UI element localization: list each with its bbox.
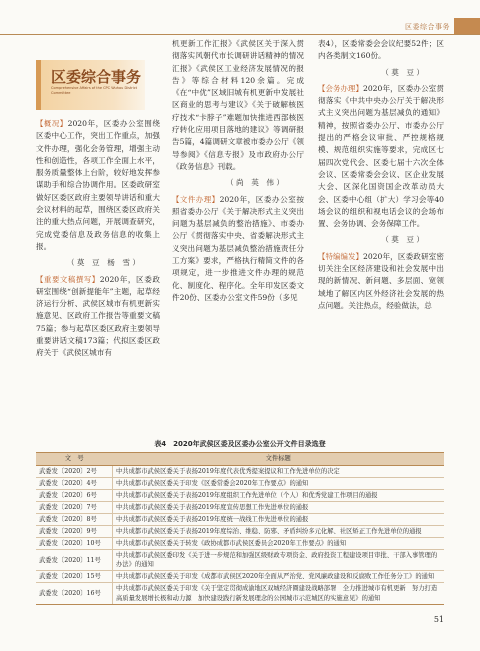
tag-overview: 【概况】 xyxy=(36,119,68,128)
paragraph-documents xyxy=(172,194,304,305)
header-rule xyxy=(0,34,480,35)
running-header: 区委综合事务 xyxy=(405,23,450,31)
doc-title: 中共成都市武侯区委关于印发《关于坚定贯彻成渝地区双城经济圈建设战略部署 全力推进城市有机更新 努力打造高质量发展增长极和动力源 加快建设践行新发展理念的公园城市示范城区的实施意见》的通知 xyxy=(113,583,445,604)
table-row xyxy=(36,478,444,490)
table-row xyxy=(36,490,444,502)
doc-code: 武委发〔2020〕9号 xyxy=(36,526,113,538)
paragraph-continued: 机更新工作汇报》《武侯区关于深入贯彻落实风朝代市长调研讲话精神的情况汇报》《武侯区工业经济发展情况的报告》等综合材料120余篇。完成《在“中优”区域旧城有机更新中发展社区商业的思考与建议》《关于破解核医疗技术“卡脖子”难题加快推进西部核医疗转化应用项目落地的建议》等调研报告5篇，4篇调研文章被市委办公厅《领导参阅》《信息专报》及市政府办公厅《政务信息》刊载。 xyxy=(172,39,304,171)
column-1 xyxy=(36,118,160,360)
doc-code: 武委发〔2020〕6号 xyxy=(36,490,113,502)
table-row xyxy=(36,538,444,550)
doc-code: 武委发〔2020〕4号 xyxy=(36,478,113,490)
byline: （ 莫 豆 ） xyxy=(381,67,424,77)
tag-documents: 【文件办理】 xyxy=(172,194,220,204)
paragraph-text: 2020年，区委办公室围绕区委中心工作，突出工作重点，加强文件办理，强化会务管理，增强主动性和创造性，各项工作全面上水平，服务质量整体上台阶，较好地发挥参谋助手和综合协调作用。区委政研室做好区委区政府主要领导讲话和重大会议材料的起草，围绕区委区政府关注的重大热点问题，开展调查研究，完成党委信息及政务信息的收集上报。 xyxy=(36,119,160,251)
byline: （ 尚 英 伟 ） xyxy=(226,178,284,188)
paragraph-meetings xyxy=(318,83,444,231)
header-tab xyxy=(454,18,480,34)
tag-meetings: 【会务办理】 xyxy=(318,83,364,93)
table-row xyxy=(36,502,444,514)
column-header-title: 文件标题 xyxy=(113,453,445,466)
paragraph-text: 2020年，区委办公室按照省委办公厅《关于解决形式主义突出问题为基层减负的整治措施》、市委办公厅《贯彻落实中央、省委解决形式主义突出问题为基层减负整治措施责任分工方案》要求，严格执行精简文件的各项规定，进一步推进文件办理的规范化、制度化、程序化。全年印发区委文件20份、区委办公室文件59份（多见 xyxy=(172,194,304,302)
doc-code: 武委发〔2020〕16号 xyxy=(36,583,113,604)
page-number: 51 xyxy=(433,615,444,624)
doc-title: 中共成都市武侯区委关于表扬2019年度宣传思想工作先进单位的通报 xyxy=(113,502,445,514)
doc-title: 中共成都市武侯区委关于表扬2019年度统一战线工作先进单位的通报 xyxy=(113,514,445,526)
column-header-code: 文 号 xyxy=(36,453,113,466)
doc-code: 武委发〔2020〕7号 xyxy=(36,502,113,514)
column-2 xyxy=(172,38,304,304)
doc-title: 中共成都市武侯区委关于表扬2019年度代表优秀提案提议和工作先进单位的决定 xyxy=(113,466,445,478)
doc-title: 中共成都市武侯区委关于表扬2019年度综治、维稳、防邪、矛盾纠纷多元化解、社区矫正工作先进单位的通报 xyxy=(113,526,445,538)
paragraph-text: 2020年，区委政研室密切关注全区经济建设和社会发展中出现的新情况、新问题、多层面、宽领域地了解区内区外经济社会发展的热点问题。关注热点，经验做法，总 xyxy=(318,251,444,310)
table-row xyxy=(36,550,444,571)
doc-code: 武委发〔2020〕11号 xyxy=(36,550,113,571)
doc-title: 中共成都市武侯区委关于转发《政协成都市武侯区委员会2020年工作要点》的通知 xyxy=(113,538,445,550)
table-row xyxy=(36,466,444,478)
doc-code: 武委发〔2020〕8号 xyxy=(36,514,113,526)
byline: （ 莫 豆 杨 雪 ） xyxy=(66,258,140,268)
paragraph-overview xyxy=(36,118,160,253)
doc-title: 中共成都市武侯区委印发《关于进一步规范和加强区级财政专项资金、政府投资工程建设项目审批、干部入事管理的办法》的通知 xyxy=(113,550,445,571)
table-row xyxy=(36,571,444,583)
section-title: 区委综合事务 xyxy=(51,68,142,86)
paragraph-continued: 表4），区委常委会会议纪要52件；区内各类制文160份。 xyxy=(318,39,444,61)
paragraph-text: 2020年，区委政研室围绕“创新提能年”主题，起草经济运行分析、武侯区城市有机更新实施意见、区政府工作报告等重要文稿75篇；参与起草区委区政府主要领导重要讲话文稿173篇；代拟区委区政府关于《武侯区城市有 xyxy=(36,274,160,358)
doc-title: 中共成都市武侯区委关于印发《成都市武侯区2020年全面从严治党、党风廉政建设和反腐败工作任务分工》的通知 xyxy=(113,571,445,583)
byline: （ 莫 豆 ） xyxy=(381,235,424,245)
table-caption: 表4 2020年武侯区委及区委办公室公开文件目录选登 xyxy=(154,440,326,448)
tag-special: 【特编编发】 xyxy=(318,251,364,261)
section-subtitle: Comprehensive Affairs of the CPC Wuhou District Committee xyxy=(51,86,138,95)
doc-code: 武委发〔2020〕15号 xyxy=(36,571,113,583)
table-row xyxy=(36,514,444,526)
section-banner xyxy=(36,60,145,110)
table-row xyxy=(36,583,444,604)
document-catalog-table xyxy=(36,452,444,605)
column-3 xyxy=(318,38,444,312)
paragraph-drafting xyxy=(36,274,160,360)
paragraph-text: 2020年，区委办公室贯彻落实《中共中央办公厅关于解决形式主义突出问题为基层减负的通知》精神，按照省委办公厅、市委办公厅提出的严格会议审批、严控规格规模、规范组织实施等要求，完成区七届四次党代会、区委七届十六次全体会议、区委常委会会议、区企业发展大会、区深化国资国企改革动员大会、区委中心组（扩大）学习会等40场会议的组织和视电话会议的会场布置、会务协调、会务保障工作。 xyxy=(318,83,444,229)
tag-drafting: 【重要文稿撰写】 xyxy=(36,274,100,284)
doc-title: 中共成都市武侯区委关于表扬2019年度组织工作先进单位（个人）和优秀党建工作项目的通报 xyxy=(113,490,445,502)
doc-code: 武委发〔2020〕2号 xyxy=(36,466,113,478)
table-header-row xyxy=(36,453,444,466)
doc-title: 中共成都市武侯区委关于印发《区委常委会2020年工作要点》的通知 xyxy=(113,478,445,490)
doc-code: 武委发〔2020〕10号 xyxy=(36,538,113,550)
paragraph-special xyxy=(318,251,444,312)
table-row xyxy=(36,526,444,538)
